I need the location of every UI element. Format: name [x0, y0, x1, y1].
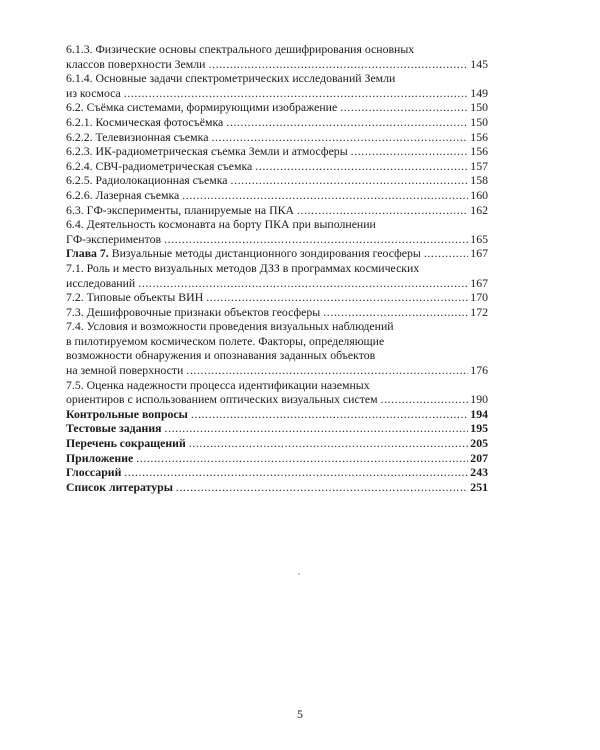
toc-entry	[66, 173, 488, 188]
table-of-contents	[66, 42, 488, 494]
toc-entry	[66, 130, 488, 145]
toc-entry-last-line	[66, 188, 488, 203]
dot-leader	[255, 159, 468, 174]
chapter-label: Глава 7.	[66, 246, 109, 261]
toc-entry-title: 6.2.5. Радиолокационная съемка	[66, 173, 228, 188]
toc-page-number: 160	[470, 187, 488, 202]
toc-entry	[66, 144, 488, 159]
toc-entry	[66, 42, 488, 71]
dot-leader	[176, 480, 468, 495]
toc-entry-line: 6.1.3. Физические основы спектрального дешифрирования основных	[66, 42, 415, 56]
toc-entry-title: Перечень сокращений	[66, 436, 186, 451]
toc-entry-last-line	[66, 480, 488, 495]
toc-entry-title: 6.3. ГФ-эксперименты, планируемые на ПКА	[66, 202, 294, 217]
dot-leader	[226, 115, 468, 130]
toc-entry-line: 6.4. Деятельность космонавта на борту ПКА при выполнении	[66, 217, 376, 232]
toc-entry-last-line	[66, 86, 488, 101]
toc-entry	[66, 319, 488, 377]
toc-page-number: 162	[470, 202, 488, 217]
dot-leader	[191, 407, 468, 422]
scan-speck	[298, 573, 300, 575]
toc-page-number: 150	[470, 100, 488, 115]
toc-entry-last-line	[66, 144, 488, 159]
toc-entry-line: возможности обнаружения и опознавания заданных объектов	[66, 348, 376, 363]
toc-entry-line: 7.5. Оценка надежности процесса идентификации наземных	[66, 377, 370, 392]
dot-leader	[189, 436, 469, 451]
toc-page-number: 251	[470, 479, 488, 494]
dot-leader	[124, 86, 469, 101]
toc-entry-title: Контрольные вопросы	[66, 406, 188, 421]
toc-page-number: 156	[470, 129, 488, 144]
toc-entry-last-line	[66, 130, 488, 145]
toc-entry-title: Глоссарий	[66, 465, 122, 480]
dot-leader	[208, 57, 468, 72]
dot-leader	[138, 276, 468, 291]
toc-entry-title: 6.2.6. Лазерная съемка	[66, 187, 180, 202]
toc-entry	[66, 159, 488, 174]
toc-page-number: 158	[470, 173, 488, 188]
toc-entry-title: 7.3. Дешифровочные признаки объектов геосферы	[66, 304, 321, 319]
toc-entry-title: 6.2.1. Космическая фотосъёмка	[66, 114, 224, 129]
dot-leader	[182, 188, 468, 203]
chapter-title: Визуальные методы дистанционного зондирования геосферы	[108, 246, 421, 261]
toc-entry	[66, 480, 488, 495]
toc-entry-title: 6.2.2. Телевизионная съемка	[66, 129, 209, 144]
toc-entry-title: 6.2.4. СВЧ-радиометрическая съемка	[66, 158, 253, 173]
toc-entry-last-line	[66, 159, 488, 174]
toc-page-number: 157	[470, 158, 488, 173]
toc-entry-title: из космоса	[66, 85, 121, 100]
toc-entry-last-line	[66, 203, 488, 218]
toc-page-number: 165	[470, 231, 488, 246]
toc-page-number: 195	[470, 421, 488, 436]
toc-entry-last-line	[66, 115, 488, 130]
toc-entry	[66, 451, 488, 466]
dot-leader	[424, 246, 468, 261]
toc-entry-title: классов поверхности Земли	[66, 56, 206, 71]
dot-leader	[323, 305, 468, 320]
toc-entry-last-line	[66, 232, 488, 247]
toc-entry-last-line	[66, 392, 488, 407]
toc-entry-title: ГФ-экспериментов	[66, 231, 162, 246]
toc-entry-title: Тестовые задания	[66, 421, 162, 436]
toc-entry	[66, 217, 488, 246]
toc-page-number: 194	[470, 406, 488, 421]
page-number: 5	[297, 707, 303, 721]
toc-entry-last-line	[66, 173, 488, 188]
dot-leader	[211, 130, 468, 145]
toc-page-number: 172	[470, 304, 488, 319]
toc-entry	[66, 203, 488, 218]
toc-entry-last-line	[66, 290, 488, 305]
toc-entry-title: 6.2.3. ИК-радиометрическая съемка Земли и атмосферы	[66, 144, 348, 159]
dot-leader	[165, 421, 469, 436]
toc-entry-last-line	[66, 276, 488, 291]
dot-leader	[206, 290, 468, 305]
toc-page-number: 207	[470, 450, 488, 465]
dot-leader	[124, 465, 468, 480]
toc-entry	[66, 115, 488, 130]
toc-entry-last-line	[66, 436, 488, 451]
toc-entry-last-line	[66, 100, 488, 115]
toc-entry	[66, 465, 488, 480]
dot-leader	[231, 173, 469, 188]
toc-page-number: 170	[470, 290, 488, 305]
toc-entry-title: Список литературы	[66, 479, 173, 494]
toc-entry	[66, 407, 488, 422]
dot-leader	[186, 363, 468, 378]
toc-entry	[66, 71, 488, 100]
toc-entry	[66, 246, 488, 261]
toc-page-number: 167	[470, 275, 488, 290]
toc-entry-title: 7.2. Типовые объекты ВИН	[66, 290, 204, 305]
toc-entry-title: на земной поверхности	[66, 363, 184, 378]
toc-page-number: 190	[470, 392, 488, 407]
toc-entry-title: исследований	[66, 275, 136, 290]
dot-leader	[136, 451, 468, 466]
toc-entry-title: 6.2. Съёмка системами, формирующими изображение	[66, 100, 338, 115]
toc-entry	[66, 305, 488, 320]
dot-leader	[340, 100, 468, 115]
toc-page-number: 167	[470, 246, 488, 261]
toc-entry	[66, 188, 488, 203]
toc-entry-last-line	[66, 451, 488, 466]
toc-entry-line: 6.1.4. Основные задачи спектрометрических исследований Земли	[66, 71, 396, 86]
toc-entry	[66, 378, 488, 407]
toc-entry-title: ориентиров с использованием оптических визуальных систем	[66, 392, 378, 407]
toc-entry-last-line	[66, 305, 488, 320]
toc-entry-last-line	[66, 363, 488, 378]
toc-page-number: 243	[470, 465, 488, 480]
toc-entry	[66, 436, 488, 451]
dot-leader	[164, 232, 468, 247]
toc-entry-line: 7.1. Роль и место визуальных методов ДЗЗ в программах космических	[66, 260, 420, 275]
toc-page-number: 150	[470, 114, 488, 129]
toc-entry	[66, 261, 488, 290]
toc-entry-last-line	[66, 407, 488, 422]
toc-entry-last-line	[66, 246, 488, 261]
toc-entry-last-line	[66, 421, 488, 436]
toc-entry	[66, 100, 488, 115]
dot-leader	[381, 392, 469, 407]
toc-entry	[66, 421, 488, 436]
toc-page-number: 176	[470, 363, 488, 378]
toc-page-number: 145	[470, 56, 488, 71]
toc-page-number: 205	[470, 436, 488, 451]
toc-page-number: 156	[470, 144, 488, 159]
toc-entry-line: в пилотируемом космическом полете. Факторы, определяющие	[66, 333, 385, 348]
toc-entry-title: Приложение	[66, 450, 134, 465]
dot-leader	[351, 144, 469, 159]
toc-page-number: 149	[470, 85, 488, 100]
toc-entry-last-line	[66, 57, 488, 72]
toc-entry-line: 7.4. Условия и возможности проведения визуальных наблюдений	[66, 319, 394, 334]
dot-leader	[297, 203, 468, 218]
toc-entry-last-line	[66, 465, 488, 480]
toc-entry-title	[66, 246, 421, 261]
toc-entry	[66, 290, 488, 305]
